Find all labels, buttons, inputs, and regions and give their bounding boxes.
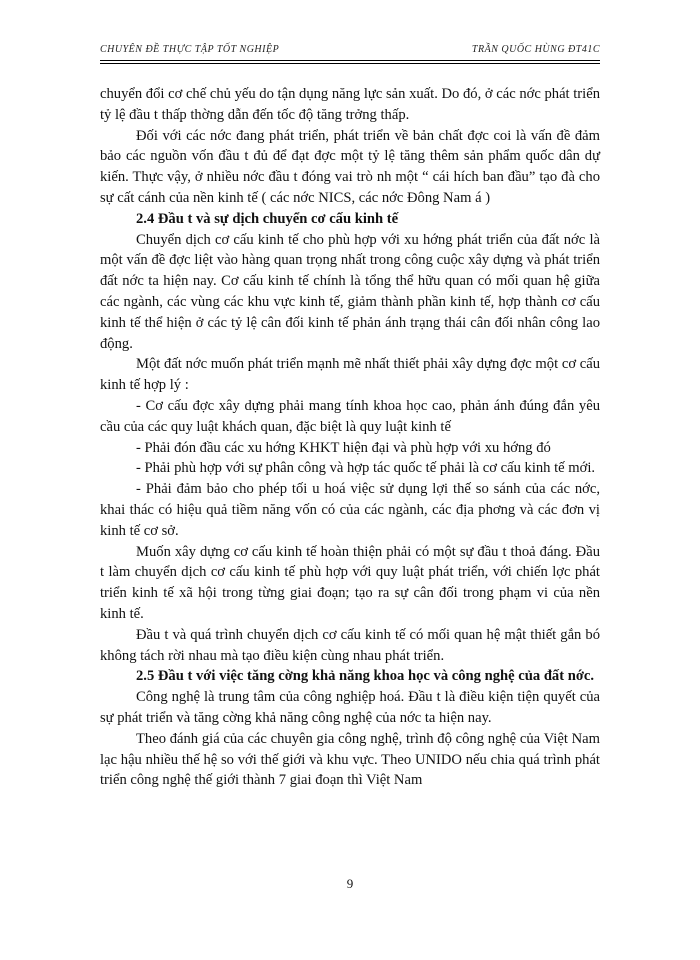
page-number: 9 xyxy=(346,876,354,891)
paragraph: Chuyển dịch cơ cấu kinh tế cho phù hợp với xu hớng phát triển của đất nớc là một vấn đề đợc liệt vào hàng quan trọng nhất trong công cuộc xây dựng và phát triển đất nớc ta hiện nay. Cơ cấu kinh tế chính là tổng thể hữu quan có mối quan hệ giữa các ngành, các vùng các khu vực kinh tế, giảm thành phần kinh tế, hợp thành cơ cấu kinh tế thể hiện ở các tỷ lệ cân đối kinh tế phản ánh trạng thái cân đối nhân công lao động. xyxy=(100,231,600,352)
paragraph: Công nghệ là trung tâm của công nghiệp hoá. Đầu t là điều kiện tiện quyết của sự phát triển và tăng cờng khả năng công nghệ của nớc ta hiện nay. xyxy=(100,689,600,726)
list-item: - Phải phù hợp với sự phân công và hợp tác quốc tế phải là cơ cấu kinh tế mới. xyxy=(136,460,596,477)
paragraph: Theo đánh giá của các chuyên gia công nghệ, trình độ công nghệ của Việt Nam lạc hậu nhiều thế hệ so với thế giới và khu vực. Theo UNIDO nếu chia quá trình phát triển công nghệ thế giới thành 7 giai đoạn thì Việt Nam xyxy=(100,730,600,789)
body-text xyxy=(100,84,600,791)
list-item: - Phải đảm bảo cho phép tối u hoá việc sử dụng lợi thế so sánh của các nớc, khai thác có hiệu quả tiềm năng vốn có của các ngành, các địa phơng và các đơn vị kinh tế cơ sở. xyxy=(100,481,600,539)
header-right-author: TRẦN QUỐC HÙNG ĐT41C xyxy=(471,44,600,55)
list-item: - Phải đón đầu các xu hớng KHKT hiện đại và phù hợp với xu hớng đó xyxy=(136,439,551,456)
list-item: - Cơ cấu đợc xây dựng phải mang tính khoa học cao, phản ánh đúng đắn yêu cầu của các quy luật khách quan, đặc biệt là quy luật kinh tế xyxy=(100,397,600,435)
paragraph: Đầu t và quá trình chuyển dịch cơ cấu kinh tế có mối quan hệ mật thiết gắn bó không tách rời nhau mà tạo điều kiện cùng nhau phát triển. xyxy=(100,626,600,664)
running-header xyxy=(100,44,600,55)
paragraph: Đối với các nớc đang phát triển, phát triển về bản chất đợc coi là vấn đề đảm bảo các nguồn vốn đầu t đủ để đạt đợc một tỷ lệ tăng thêm sản phẩm quốc dân dự kiến. Thực vậy, ở nhiều nớc đầu t đóng vai trò nh một “ cái hích ban đầu” tạo đà cho sự cất cánh của nền kinh tế ( các nớc NICS, các nớc Đông Nam á ) xyxy=(100,127,600,206)
header-rule xyxy=(100,60,600,64)
paragraph: chuyển đổi cơ chế chủ yếu do tận dụng năng lực sản xuất. Do đó, ở các nớc phát triển tỷ lệ đầu t thấp thờng dẫn đến tốc độ tăng trởng thấp. xyxy=(100,86,600,123)
paragraph: Muốn xây dựng cơ cấu kinh tế hoàn thiện phải có một sự đầu t thoả đáng. Đầu t làm chuyển dịch cơ cấu kinh tế phù hợp với quy luật phát triển, với chiến lợc phát triển kinh tế xã hội trong từng giai đoạn; tạo ra sự cân đối trong phạm vi của nền kinh tế. xyxy=(100,543,600,622)
header-left-title: CHUYÊN ĐỀ THỰC TẬP TỐT NGHIỆP xyxy=(100,44,280,55)
paragraph: Một đất nớc muốn phát triển mạnh mẽ nhất thiết phải xây dựng đợc một cơ cấu kinh tế hợp lý : xyxy=(100,356,600,394)
section-heading: 2.4 Đầu t và sự dịch chuyển cơ cấu kinh tế xyxy=(136,210,399,227)
section-heading: 2.5 Đầu t với việc tăng cờng khả năng khoa học và công nghệ của đất nớc. xyxy=(136,668,595,685)
